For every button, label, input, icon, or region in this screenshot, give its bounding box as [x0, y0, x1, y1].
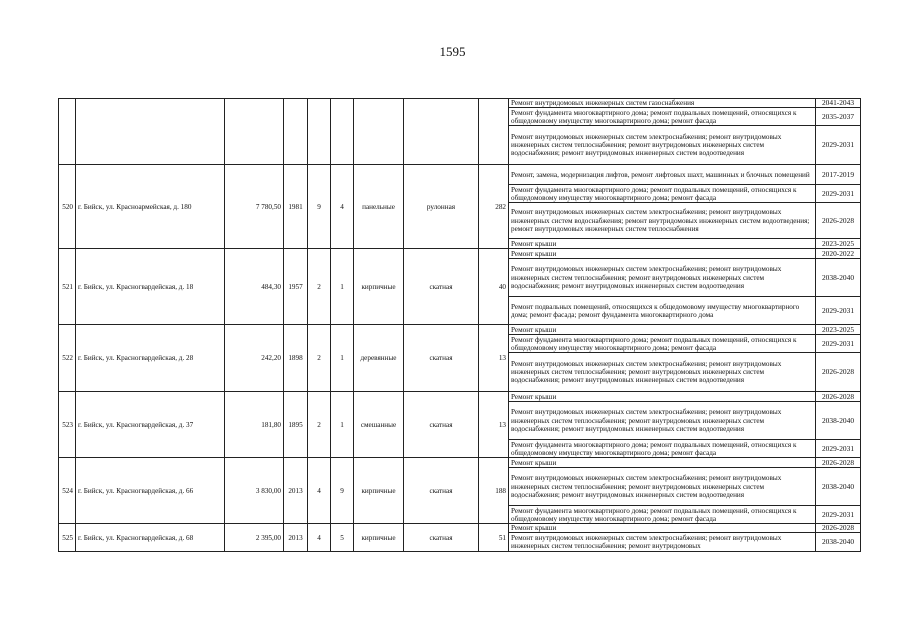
work-type-cell: Ремонт внутридомовых инженерных систем электроснабжения; ремонт внутридомовых инженерных систем теплоснабжения; ремонт внутридомовых инженерных систем водоснабжения; ремонт внутридомовых инженерных систем водоотведения [509, 353, 816, 392]
roof-type-cell: скатная [404, 249, 479, 325]
address-cell: г. Бийск, ул. Красногвардейская, д. 28 [76, 325, 225, 392]
table-row [59, 165, 861, 185]
entrances-cell: 1 [331, 249, 354, 325]
work-type-cell: Ремонт крыши [509, 524, 816, 533]
house-number-cell: 523 [59, 392, 76, 458]
year-cell: 2013 [284, 524, 308, 552]
house-number-cell [59, 99, 76, 165]
year-cell: 1957 [284, 249, 308, 325]
period-cell: 2026-2028 [816, 353, 861, 392]
period-cell: 2023-2025 [816, 325, 861, 335]
wall-material-cell: смешанные [354, 392, 404, 458]
period-cell: 2029-2031 [816, 126, 861, 165]
period-cell: 2029-2031 [816, 335, 861, 353]
table-row [59, 99, 861, 108]
period-cell: 2026-2028 [816, 392, 861, 402]
floors-cell: 4 [308, 524, 331, 552]
area-cell: 181,80 [225, 392, 284, 458]
wall-material-cell [354, 99, 404, 165]
wall-material-cell: деревянные [354, 325, 404, 392]
work-type-cell: Ремонт внутридомовых инженерных систем электроснабжения; ремонт внутридомовых инженерных систем теплоснабжения; ремонт внутридомовых [509, 533, 816, 552]
house-number-cell: 524 [59, 458, 76, 524]
period-cell: 2038-2040 [816, 468, 861, 506]
address-cell: г. Бийск, ул. Красноармейская, д. 180 [76, 165, 225, 249]
work-type-cell: Ремонт крыши [509, 325, 816, 335]
address-cell: г. Бийск, ул. Красногвардейская, д. 18 [76, 249, 225, 325]
period-cell: 2029-2031 [816, 440, 861, 458]
floors-cell: 2 [308, 392, 331, 458]
period-cell: 2035-2037 [816, 108, 861, 126]
residents-cell: 40 [479, 249, 509, 325]
table-row [59, 249, 861, 259]
floors-cell: 2 [308, 325, 331, 392]
period-cell: 2026-2028 [816, 458, 861, 468]
roof-type-cell: скатная [404, 458, 479, 524]
entrances-cell: 1 [331, 392, 354, 458]
house-number-cell: 520 [59, 165, 76, 249]
work-type-cell: Ремонт фундамента многоквартирного дома; ремонт подвальных помещений, относящихся к общедомовому имуществу многоквартирного дома; ремонт фасада [509, 506, 816, 524]
work-type-cell: Ремонт подвальных помещений, относящихся к общедомовому имуществу многоквартирного дома; ремонт фасада; ремонт фундамента многоквартирного дома [509, 297, 816, 325]
residents-cell: 282 [479, 165, 509, 249]
address-cell: г. Бийск, ул. Красногвардейская, д. 66 [76, 458, 225, 524]
work-type-cell: Ремонт внутридомовых инженерных систем электроснабжения; ремонт внутридомовых инженерных систем водоснабжения; ремонт внутридомовых инженерных систем водоотведения; ремонт внутридомовых инженерных систем теплоснабжения [509, 203, 816, 239]
period-cell: 2038-2040 [816, 533, 861, 552]
wall-material-cell: панельные [354, 165, 404, 249]
work-type-cell: Ремонт, замена, модернизация лифтов, ремонт лифтовых шахт, машинных и блочных помещений [509, 165, 816, 185]
residents-cell: 188 [479, 458, 509, 524]
table-row [59, 325, 861, 335]
work-type-cell: Ремонт внутридомовых инженерных систем электроснабжения; ремонт внутридомовых инженерных систем теплоснабжения; ремонт внутридомовых инженерных систем водоснабжения; ремонт внутридомовых инженерных систем водоотведения [509, 259, 816, 297]
year-cell: 2013 [284, 458, 308, 524]
work-type-cell: Ремонт фундамента многоквартирного дома; ремонт подвальных помещений, относящихся к общедомовому имуществу многоквартирного дома; ремонт фасада [509, 108, 816, 126]
table-row [59, 458, 861, 468]
work-type-cell: Ремонт внутридомовых инженерных систем электроснабжения; ремонт внутридомовых инженерных систем теплоснабжения; ремонт внутридомовых инженерных систем водоснабжения; ремонт внутридомовых инженерных систем водоотведения [509, 468, 816, 506]
work-type-cell: Ремонт фундамента многоквартирного дома; ремонт подвальных помещений, относящихся к общедомовому имуществу многоквартирного дома; ремонт фасада [509, 335, 816, 353]
table-row [59, 392, 861, 402]
residents-cell: 13 [479, 325, 509, 392]
work-type-cell: Ремонт крыши [509, 249, 816, 259]
period-cell: 2020-2022 [816, 249, 861, 259]
area-cell: 484,30 [225, 249, 284, 325]
wall-material-cell: кирпичные [354, 524, 404, 552]
period-cell: 2017-2019 [816, 165, 861, 185]
area-cell: 3 830,00 [225, 458, 284, 524]
roof-type-cell: рулонная [404, 165, 479, 249]
work-type-cell: Ремонт фундамента многоквартирного дома; ремонт подвальных помещений, относящихся к общедомовому имуществу многоквартирного дома; ремонт фасада [509, 440, 816, 458]
page-number: 1595 [439, 44, 466, 59]
work-type-cell: Ремонт фундамента многоквартирного дома; ремонт подвальных помещений, относящихся к общедомовому имуществу многоквартирного дома; ремонт фасада [509, 185, 816, 203]
period-cell: 2029-2031 [816, 297, 861, 325]
roof-type-cell: скатная [404, 392, 479, 458]
residents-cell: 13 [479, 392, 509, 458]
period-cell: 2029-2031 [816, 506, 861, 524]
floors-cell: 2 [308, 249, 331, 325]
roof-type-cell: скатная [404, 325, 479, 392]
period-cell: 2026-2028 [816, 524, 861, 533]
work-type-cell: Ремонт внутридомовых инженерных систем электроснабжения; ремонт внутридомовых инженерных систем теплоснабжения; ремонт внутридомовых инженерных систем водоснабжения; ремонт внутридомовых инженерных систем водоотведения [509, 126, 816, 165]
year-cell: 1981 [284, 165, 308, 249]
address-cell: г. Бийск, ул. Красногвардейская, д. 37 [76, 392, 225, 458]
wall-material-cell: кирпичные [354, 458, 404, 524]
entrances-cell: 4 [331, 165, 354, 249]
house-number-cell: 521 [59, 249, 76, 325]
house-number-cell: 525 [59, 524, 76, 552]
period-cell: 2041-2043 [816, 99, 861, 108]
residents-cell [479, 99, 509, 165]
work-type-cell: Ремонт внутридомовых инженерных систем электроснабжения; ремонт внутридомовых инженерных систем теплоснабжения; ремонт внутридомовых инженерных систем водоснабжения; ремонт внутридомовых инженерных систем водоотведения [509, 402, 816, 440]
work-type-cell: Ремонт крыши [509, 392, 816, 402]
area-cell [225, 99, 284, 165]
residents-cell: 51 [479, 524, 509, 552]
period-cell: 2026-2028 [816, 203, 861, 239]
work-type-cell: Ремонт крыши [509, 239, 816, 249]
year-cell: 1898 [284, 325, 308, 392]
entrances-cell: 1 [331, 325, 354, 392]
work-type-cell: Ремонт внутридомовых инженерных систем газоснабжения [509, 99, 816, 108]
floors-cell: 4 [308, 458, 331, 524]
address-cell: г. Бийск, ул. Красногвардейская, д. 68 [76, 524, 225, 552]
area-cell: 242,20 [225, 325, 284, 392]
roof-type-cell [404, 99, 479, 165]
house-number-cell: 522 [59, 325, 76, 392]
table-row [59, 524, 861, 533]
year-cell: 1895 [284, 392, 308, 458]
entrances-cell [331, 99, 354, 165]
wall-material-cell: кирпичные [354, 249, 404, 325]
period-cell: 2038-2040 [816, 402, 861, 440]
address-cell [76, 99, 225, 165]
roof-type-cell: скатная [404, 524, 479, 552]
period-cell: 2023-2025 [816, 239, 861, 249]
year-cell [284, 99, 308, 165]
area-cell: 7 780,50 [225, 165, 284, 249]
capital-repair-table [58, 98, 861, 552]
work-type-cell: Ремонт крыши [509, 458, 816, 468]
period-cell: 2038-2040 [816, 259, 861, 297]
area-cell: 2 395,00 [225, 524, 284, 552]
period-cell: 2029-2031 [816, 185, 861, 203]
entrances-cell: 9 [331, 458, 354, 524]
floors-cell: 9 [308, 165, 331, 249]
floors-cell [308, 99, 331, 165]
entrances-cell: 5 [331, 524, 354, 552]
